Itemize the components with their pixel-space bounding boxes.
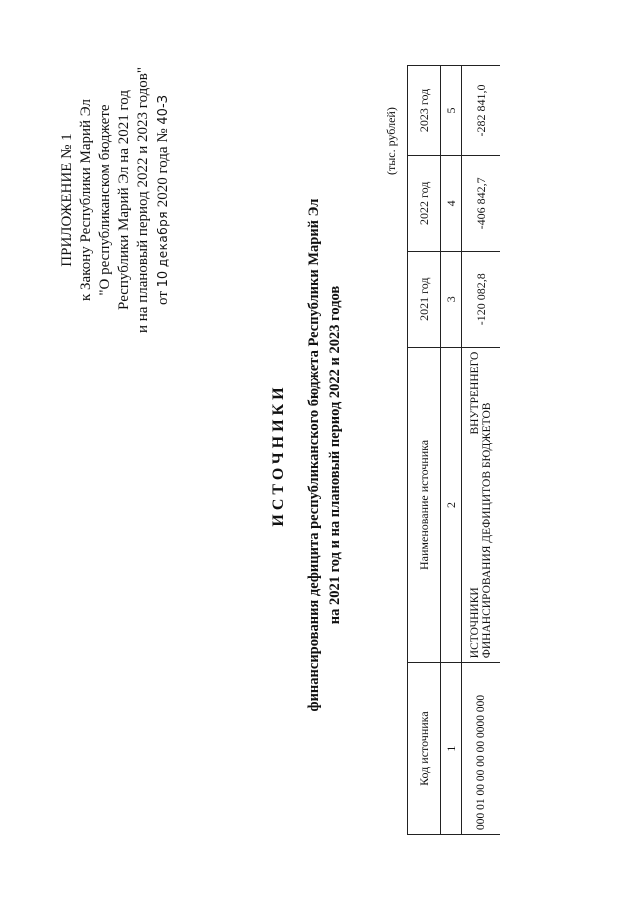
date-day: 10	[156, 270, 171, 288]
cell-name-part1: ИСТОЧНИКИ	[469, 587, 481, 659]
appendix-date-line	[154, 15, 173, 385]
title-line-2: на 2021 год и на плановый период 2022 и 2023 годов	[327, 285, 343, 625]
date-prefix: от	[155, 291, 171, 305]
cell-name-part2: ВНУТРЕННЕГО	[469, 351, 481, 435]
column-number: 4	[441, 155, 462, 251]
appendix-line-period: и на плановый период 2022 и 2023 годов"	[135, 67, 151, 333]
cell-2023: -282 841,0	[462, 66, 501, 156]
cell-name-part3: ФИНАНСИРОВАНИЯ ДЕФИЦИТОВ БЮДЖЕТОВ	[481, 402, 493, 659]
appendix-line-law: к Закону Республики Марий Эл	[78, 99, 94, 302]
sources-table	[407, 65, 500, 835]
header-2022: 2022 год	[408, 155, 441, 251]
column-number: 1	[441, 663, 462, 835]
header-2021: 2021 год	[408, 251, 441, 347]
cell-name	[462, 347, 501, 663]
cell-code: 000 01 00 00 00 00 0000 000	[462, 663, 501, 835]
header-code: Код источника	[408, 663, 441, 835]
appendix-block	[58, 15, 173, 385]
title-line-1: финансирования дефицита республиканского бюджета Республики Марий Эл	[306, 198, 322, 712]
cell-2022: -406 842,7	[462, 155, 501, 251]
date-number: 40-З	[156, 95, 171, 125]
date-month: декабря	[156, 211, 170, 268]
document-title	[270, 145, 346, 765]
units-label: (тыс. рублей)	[384, 107, 398, 175]
appendix-line-budget: "О республиканском бюджете	[97, 104, 113, 296]
title-heading: ИСТОЧНИКИ	[270, 383, 287, 527]
column-number: 3	[441, 251, 462, 347]
header-name: Наименование источника	[408, 347, 441, 663]
table-row	[462, 66, 501, 835]
appendix-line-republic: Республики Марий Эл на 2021 год	[116, 90, 132, 310]
column-number: 2	[441, 347, 462, 663]
table-column-number-row	[441, 66, 462, 835]
date-year-text: 2020 года №	[155, 128, 171, 208]
column-number: 5	[441, 66, 462, 156]
cell-2021: -120 082,8	[462, 251, 501, 347]
table-header-row	[408, 66, 441, 835]
header-2023: 2023 год	[408, 66, 441, 156]
appendix-title: ПРИЛОЖЕНИЕ № 1	[59, 133, 75, 267]
